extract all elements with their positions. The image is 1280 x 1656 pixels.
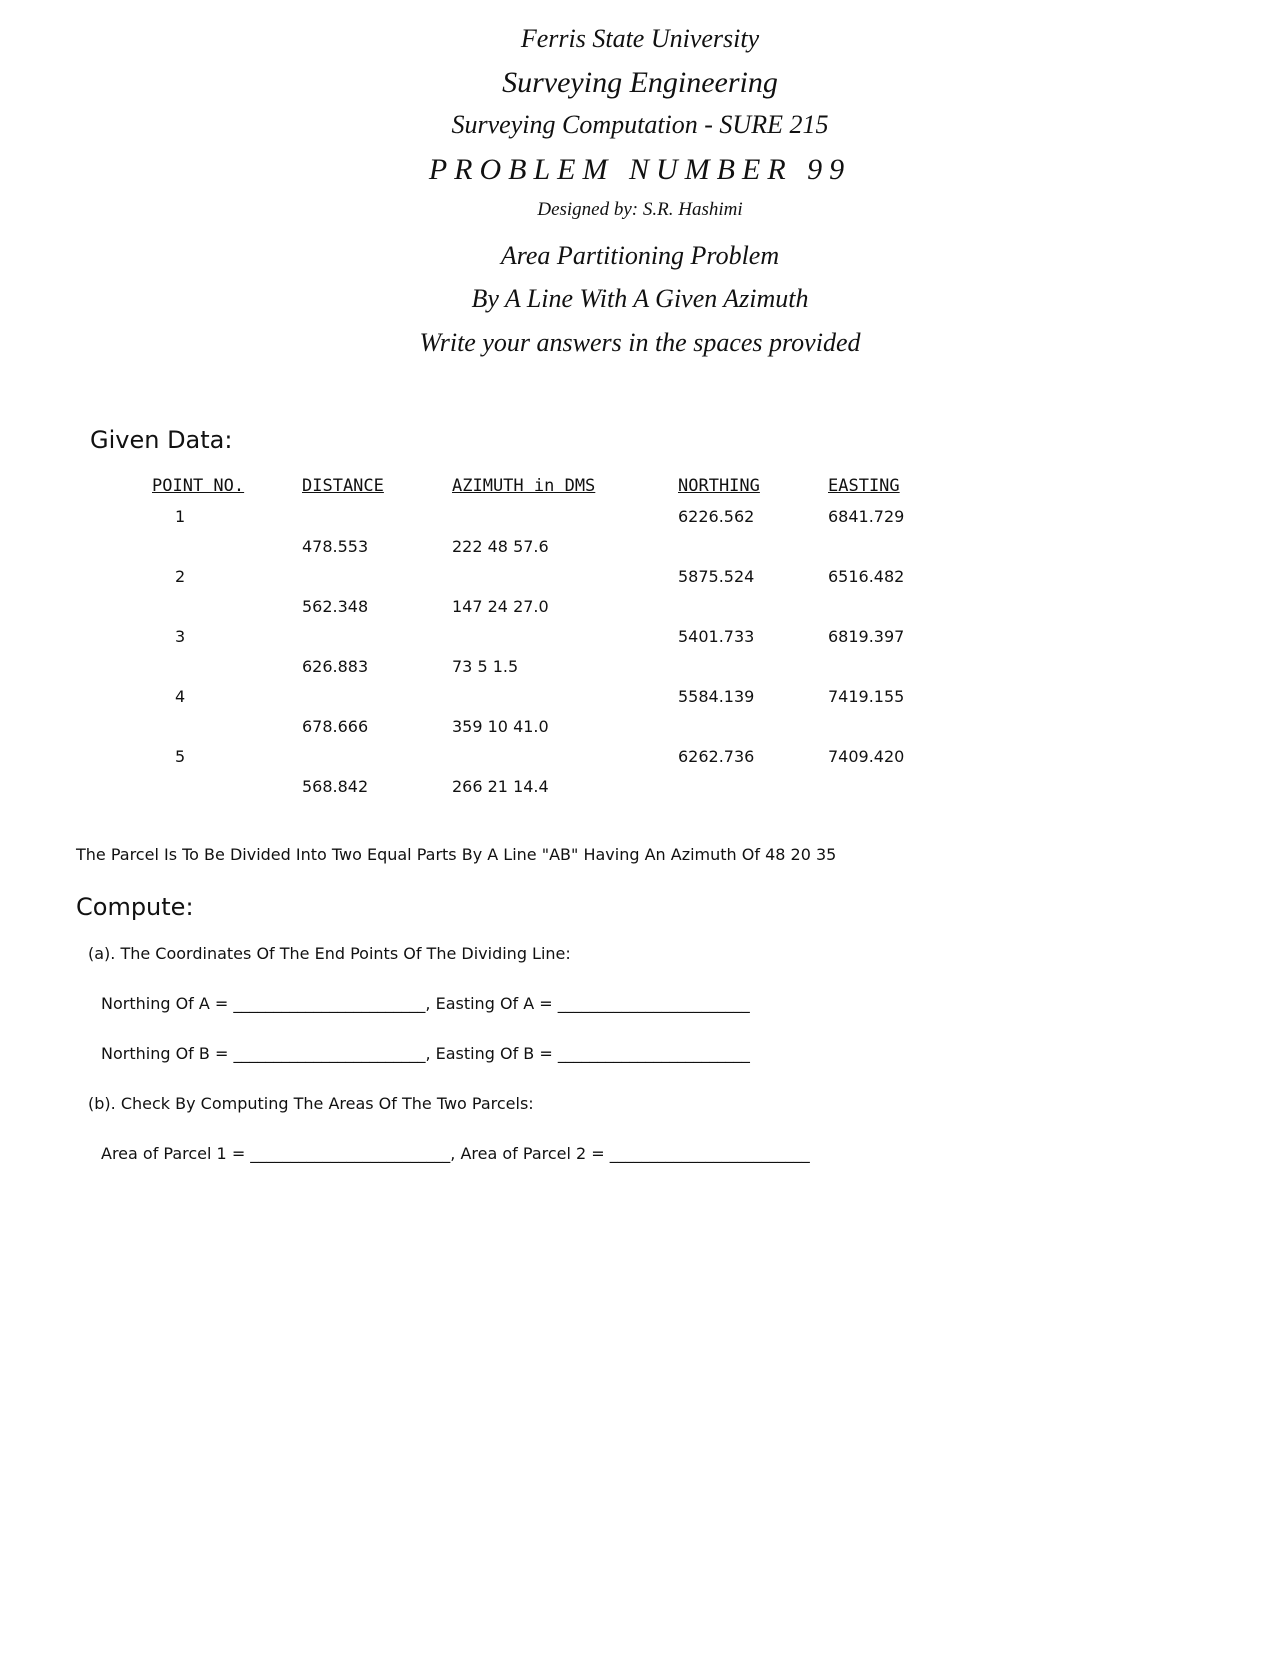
answer-line-point-b: Northing Of B = ________________________, Easting Of B = ________________________ (101, 1044, 750, 1063)
problem-title-line1: Area Partitioning Problem (500, 241, 780, 270)
point-easting: 7409.420 (828, 747, 905, 766)
course-distance: 626.883 (302, 657, 369, 676)
problem-number: PROBLEM NUMBER 99 (428, 153, 852, 186)
instructions: Write your answers in the spaces provided (419, 328, 861, 357)
course-distance: 562.348 (302, 597, 369, 616)
designer-credit: Designed by: S.R. Hashimi (537, 199, 743, 220)
answer-line-point-a: Northing Of A = ________________________, Easting Of A = ________________________ (101, 994, 750, 1013)
course-azimuth: 222 48 57.6 (452, 537, 549, 556)
point-number: 2 (175, 567, 186, 586)
point-northing: 6262.736 (678, 747, 755, 766)
point-easting: 6819.397 (828, 627, 905, 646)
point-number: 5 (175, 747, 186, 766)
course-distance: 478.553 (302, 537, 369, 556)
column-header-easting: EASTING (828, 476, 900, 496)
point-northing: 5584.139 (678, 687, 755, 706)
point-easting: 6841.729 (828, 507, 905, 526)
given-data-title: Given Data: (90, 426, 233, 454)
course-distance: 678.666 (302, 717, 369, 736)
column-header-distance: DISTANCE (302, 476, 384, 496)
column-header-azimuth: AZIMUTH in DMS (452, 476, 596, 496)
point-number: 3 (175, 627, 186, 646)
point-number: 1 (175, 507, 186, 526)
problem-statement: The Parcel Is To Be Divided Into Two Equal Parts By A Line "AB" Having An Azimuth Of 48 20 35 (76, 845, 837, 864)
point-easting: 6516.482 (828, 567, 905, 586)
course-azimuth: 147 24 27.0 (452, 597, 549, 616)
course-distance: 568.842 (302, 777, 369, 796)
point-easting: 7419.155 (828, 687, 905, 706)
compute-part-a: (a). The Coordinates Of The End Points Of The Dividing Line: (88, 944, 571, 963)
column-header-point: POINT NO. (152, 476, 245, 496)
point-northing: 5875.524 (678, 567, 755, 586)
compute-title: Compute: (76, 893, 194, 921)
point-northing: 6226.562 (678, 507, 755, 526)
course-azimuth: 73 5 1.5 (452, 657, 519, 676)
problem-title-line2: By A Line With A Given Azimuth (471, 284, 809, 313)
point-northing: 5401.733 (678, 627, 755, 646)
department-name: Surveying Engineering (502, 66, 778, 99)
course-title: Surveying Computation - SURE 215 (451, 110, 829, 139)
course-azimuth: 359 10 41.0 (452, 717, 549, 736)
point-number: 4 (175, 687, 186, 706)
column-header-northing: NORTHING (678, 476, 760, 496)
compute-part-b: (b). Check By Computing The Areas Of The Two Parcels: (88, 1094, 534, 1113)
course-azimuth: 266 21 14.4 (452, 777, 549, 796)
answer-line-areas: Area of Parcel 1 = _________________________, Area of Parcel 2 = _________________________ (101, 1144, 810, 1163)
university-name: Ferris State University (520, 24, 760, 53)
